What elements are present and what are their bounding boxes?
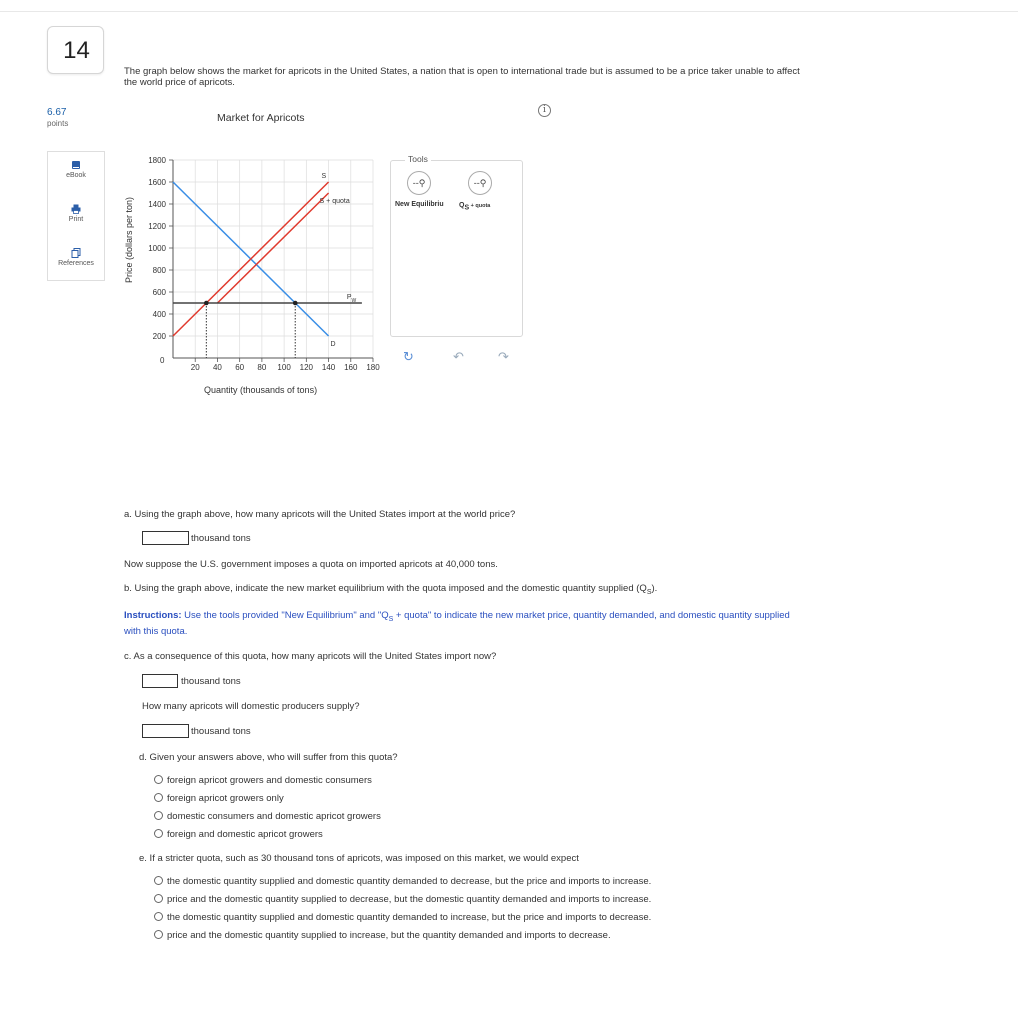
y-tick-label: 600 xyxy=(152,288,166,297)
option-label: domestic consumers and domestic apricot growers xyxy=(167,811,381,822)
x-tick-label: 60 xyxy=(235,363,245,372)
part-d-option-2[interactable] xyxy=(154,793,284,804)
radio-button[interactable] xyxy=(154,775,163,784)
question-number: 14 xyxy=(63,37,90,64)
new-equilibrium-tool-label: New Equilibriu xyxy=(395,201,444,208)
y-tick-label: 200 xyxy=(152,332,166,341)
option-label: the domestic quantity supplied and domestic quantity demanded to decrease, but the price and imports to increase. xyxy=(167,876,652,887)
instructions-text-end: + quota" to indicate the new market price, quantity demanded, and domestic quantity supplied with this quota. xyxy=(124,610,790,637)
radio-button[interactable] xyxy=(154,876,163,885)
instructions-label: Instructions: xyxy=(124,610,182,621)
y-tick-label: 1000 xyxy=(148,244,166,253)
x-tick-label: 40 xyxy=(212,363,222,372)
part-e-question: e. If a stricter quota, such as 30 thousand tons of apricots, was imposed on this market, we would expect xyxy=(139,853,579,864)
part-c-answer-input[interactable] xyxy=(142,674,178,688)
y-tick-label: 1800 xyxy=(148,156,166,165)
qs-quota-tool-label xyxy=(459,202,490,211)
tool-label-main: Q xyxy=(459,202,465,209)
part-c-question: c. As a consequence of this quota, how many apricots will the United States import now? xyxy=(124,651,497,662)
part-a-answer-input[interactable] xyxy=(142,531,189,545)
x-tick-label: 180 xyxy=(366,363,380,372)
tools-title: Tools xyxy=(405,154,431,164)
sidebar-item-label: eBook xyxy=(66,172,86,179)
x-tick-label: 160 xyxy=(344,363,358,372)
points-label: points xyxy=(47,119,69,128)
x-axis-label: Quantity (thousands of tons) xyxy=(204,385,318,395)
option-label: the domestic quantity supplied and domestic quantity demanded to increase, but the price and imports to decrease. xyxy=(167,912,652,923)
series-label-3: S + quota xyxy=(319,198,350,205)
radio-button[interactable] xyxy=(154,930,163,939)
sidebar-item-label: Print xyxy=(68,216,84,223)
part-e-option-4[interactable] xyxy=(154,930,611,941)
radio-button[interactable] xyxy=(154,811,163,820)
reset-icon[interactable]: ↻ xyxy=(403,349,414,364)
equilibrium-point xyxy=(204,301,209,306)
point-tool-icon: --⚲ xyxy=(412,178,426,188)
point-tool-icon: --⚲ xyxy=(473,178,487,188)
series-label-1: D xyxy=(330,341,336,348)
series-label-2: S xyxy=(321,173,327,180)
instructions-sub: S xyxy=(388,615,394,623)
part-d-question: d. Given your answers above, who will suffer from this quota? xyxy=(139,752,398,763)
qs-quota-tool-button[interactable] xyxy=(468,171,492,195)
chart-grid xyxy=(173,160,373,358)
instructions-text: Use the tools provided "New Equilibrium" and "Q xyxy=(181,610,389,621)
y-tick-label: 400 xyxy=(152,310,166,319)
tool-label-sub: S xyxy=(464,204,470,212)
option-label: foreign apricot growers and domestic consumers xyxy=(167,775,372,786)
option-label: price and the domestic quantity supplied to increase, but the quantity demanded and imports to decrease. xyxy=(167,930,611,941)
x-tick-label: 100 xyxy=(277,363,291,372)
undo-icon[interactable]: ↶ xyxy=(453,349,464,364)
radio-button[interactable] xyxy=(154,829,163,838)
x-tick-label: 120 xyxy=(299,363,314,372)
origin-label: 0 xyxy=(160,356,165,365)
part-d-option-3[interactable] xyxy=(154,811,381,822)
part-a-unit: thousand tons xyxy=(191,533,251,544)
print-icon xyxy=(71,204,81,214)
series-label-4: $P_W$ xyxy=(346,294,357,304)
part-b-text: b. Using the graph above, indicate the new market equilibrium with the quota imposed and the domestic quantity supplied (Q xyxy=(124,583,647,594)
x-tick-label: 80 xyxy=(257,363,267,372)
y-tick-label: 1400 xyxy=(148,200,166,209)
part-b-text-end: ). xyxy=(651,583,658,594)
references-icon xyxy=(71,248,81,258)
question-number-box xyxy=(47,26,104,74)
quota-note: Now suppose the U.S. government imposes a quota on imported apricots at 40,000 tons. xyxy=(124,559,498,570)
part-d-option-1[interactable] xyxy=(154,775,372,786)
option-label: foreign and domestic apricot growers xyxy=(167,829,323,840)
question-intro: The graph below shows the market for apricots in the United States, a nation that is open to international trade but is assumed to be a price taker unable to affect the world price of apricots. xyxy=(124,66,800,88)
part-b-question xyxy=(124,583,657,596)
sidebar-item-label: References xyxy=(58,260,94,267)
new-equilibrium-tool-button[interactable] xyxy=(407,171,431,195)
x-tick-labels xyxy=(191,363,380,372)
y-tick-labels xyxy=(148,156,166,341)
radio-button[interactable] xyxy=(154,894,163,903)
radio-button[interactable] xyxy=(154,912,163,921)
redo-icon[interactable]: ↷ xyxy=(498,349,509,364)
resource-sidebar xyxy=(47,151,105,281)
y-tick-label: 1200 xyxy=(148,222,166,231)
points-value: 6.67 xyxy=(47,107,67,118)
part-e-option-2[interactable] xyxy=(154,894,651,905)
tool-label-rest: + quota xyxy=(469,203,491,209)
instructions xyxy=(124,610,804,638)
y-tick-label: 1600 xyxy=(148,178,166,187)
part-e-option-1[interactable] xyxy=(154,876,651,887)
part-c-unit: thousand tons xyxy=(181,676,241,687)
market-chart[interactable] xyxy=(118,140,388,405)
option-label: foreign apricot growers only xyxy=(167,793,284,804)
sidebar-item-print[interactable] xyxy=(48,204,104,223)
chart-axes xyxy=(169,160,373,362)
part-b-sub: S xyxy=(646,588,652,596)
part-a-question: a. Using the graph above, how many apricots will the United States import at the world price? xyxy=(124,509,516,520)
part-d-option-4[interactable] xyxy=(154,829,323,840)
x-tick-label: 20 xyxy=(190,363,200,372)
part-c2-unit: thousand tons xyxy=(191,726,251,737)
chart-points xyxy=(204,301,297,358)
chart-title: Market for Apricots xyxy=(217,112,305,124)
part-c2-answer-input[interactable] xyxy=(142,724,189,738)
y-axis-label: Price (dollars per ton) xyxy=(124,196,134,284)
chart-series xyxy=(173,182,362,336)
y-tick-label: 800 xyxy=(152,266,166,275)
part-e-option-3[interactable] xyxy=(154,912,651,923)
radio-button[interactable] xyxy=(154,793,163,802)
part-c2-question: How many apricots will domestic producers supply? xyxy=(142,701,360,712)
info-icon[interactable]: i xyxy=(538,104,551,117)
equilibrium-point xyxy=(293,301,298,306)
sidebar-item-references[interactable] xyxy=(48,248,104,267)
top-bar xyxy=(0,0,1018,12)
option-label: price and the domestic quantity supplied to decrease, but the domestic quantity demanded and imports to increase. xyxy=(167,894,652,905)
x-tick-label: 140 xyxy=(321,363,336,372)
book-icon xyxy=(71,160,81,170)
sidebar-item-ebook[interactable] xyxy=(48,160,104,179)
